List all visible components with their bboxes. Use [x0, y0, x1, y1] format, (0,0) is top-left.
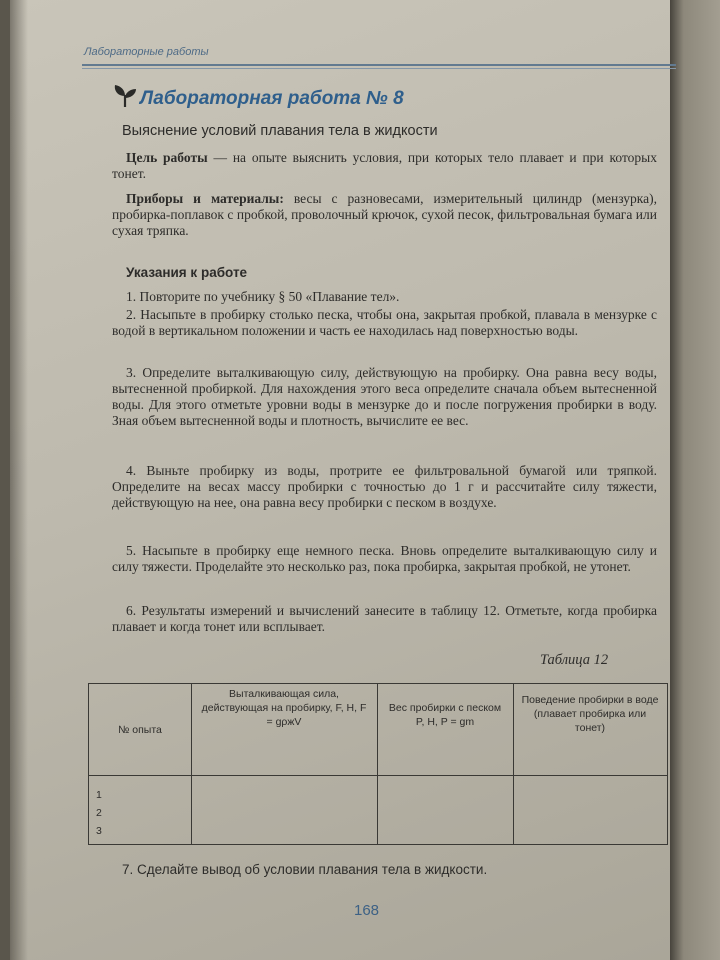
materials-label: Приборы и материалы: — [126, 191, 284, 206]
step-4: 4. Выньте пробирку из воды, протрите ее фильтровальной бумагой или тряпкой. Определите на весах массу пробирки с точностью до 1 г и рассчитайте силу тяжести, действующую на нее, она равна весу пробирки с песком в воздухе. — [112, 463, 657, 510]
goal-label: Цель работы — [126, 150, 208, 165]
materials-text: весы с разновесами, измерительный цилиндр (мензурка), пробирка-поплавок с пробкой, проволочный крючок, сухой песок, фильтровальная бумага или сухая тряпка. — [112, 191, 657, 238]
table-header-experiment: № опыта — [118, 724, 162, 736]
page-gutter-shadow — [10, 0, 28, 960]
step-1: 1. Повторите по учебнику § 50 «Плавание тел». — [126, 289, 400, 304]
table-row-1: 1 — [96, 789, 102, 801]
page-number: 168 — [354, 902, 380, 919]
table-header-divider — [88, 775, 668, 776]
conclusion-step: 7. Сделайте вывод об условии плавания тела в жидкости. — [122, 862, 488, 877]
table-col-divider-2 — [377, 683, 378, 845]
results-table — [88, 683, 668, 845]
lab-subtitle: Выяснение условий плавания тела в жидкости — [122, 123, 438, 139]
goal-text: — на опыте выяснить условия, при которых тело плавает и при которых тонет. — [112, 150, 657, 181]
table-row-3: 3 — [96, 825, 102, 837]
header-rule — [82, 64, 676, 66]
step-2: 2. Насыпьте в пробирку столько песка, чтобы она, закрытая пробкой, плавала в мензурке с водой в вертикальном положении и часть ее находилась над поверхностью воды. — [112, 307, 657, 338]
table-col-divider-1 — [191, 683, 192, 845]
table-header-buoyant-force: Выталкивающая сила, действующая на пробирку, F, Н, F = gρжV — [201, 688, 367, 728]
step-5: 5. Насыпьте в пробирку еще немного песка. Вновь определите выталкивающую силу и силу тяжести. Проделайте это несколько раз, пока пробирка, закрытая пробкой, не утонет. — [112, 543, 657, 574]
goal-paragraph — [112, 150, 657, 182]
step-3: 3. Определите выталкивающую силу, действующую на пробирку. Она равна весу воды, вытесненной пробиркой. Для нахождения этого веса определите сначала объем вытесненной воды. Для этого отметьте уровни воды в мензурке до и после погружения пробирки в воду. Зная объем вытесненной воды и плотность, вычислите ее вес. — [112, 365, 657, 428]
instructions-heading: Указания к работе — [126, 265, 248, 280]
running-header: Лабораторные работы — [84, 46, 209, 58]
table-header-weight: Вес пробирки с песком P, Н, P = gm — [388, 702, 502, 728]
table-caption: Таблица 12 — [540, 652, 609, 668]
header-rule-thin — [82, 68, 676, 69]
materials-paragraph — [112, 191, 657, 239]
table-border-bottom — [88, 844, 668, 845]
leaf-icon — [112, 83, 138, 109]
facing-page-edge — [668, 0, 720, 960]
table-border-left — [88, 683, 89, 845]
table-border-right — [667, 683, 668, 845]
step-6: 6. Результаты измерений и вычислений занесите в таблицу 12. Отметьте, когда пробирка плавает и когда тонет или всплывает. — [112, 603, 657, 634]
table-row-2: 2 — [96, 807, 102, 819]
textbook-page — [10, 0, 670, 960]
table-border-top — [88, 683, 668, 684]
table-header-behavior: Поведение пробирки в воде (плавает пробирка или тонет) — [521, 694, 659, 734]
table-col-divider-3 — [513, 683, 514, 845]
lab-title: Лабораторная работа № 8 — [140, 88, 404, 109]
